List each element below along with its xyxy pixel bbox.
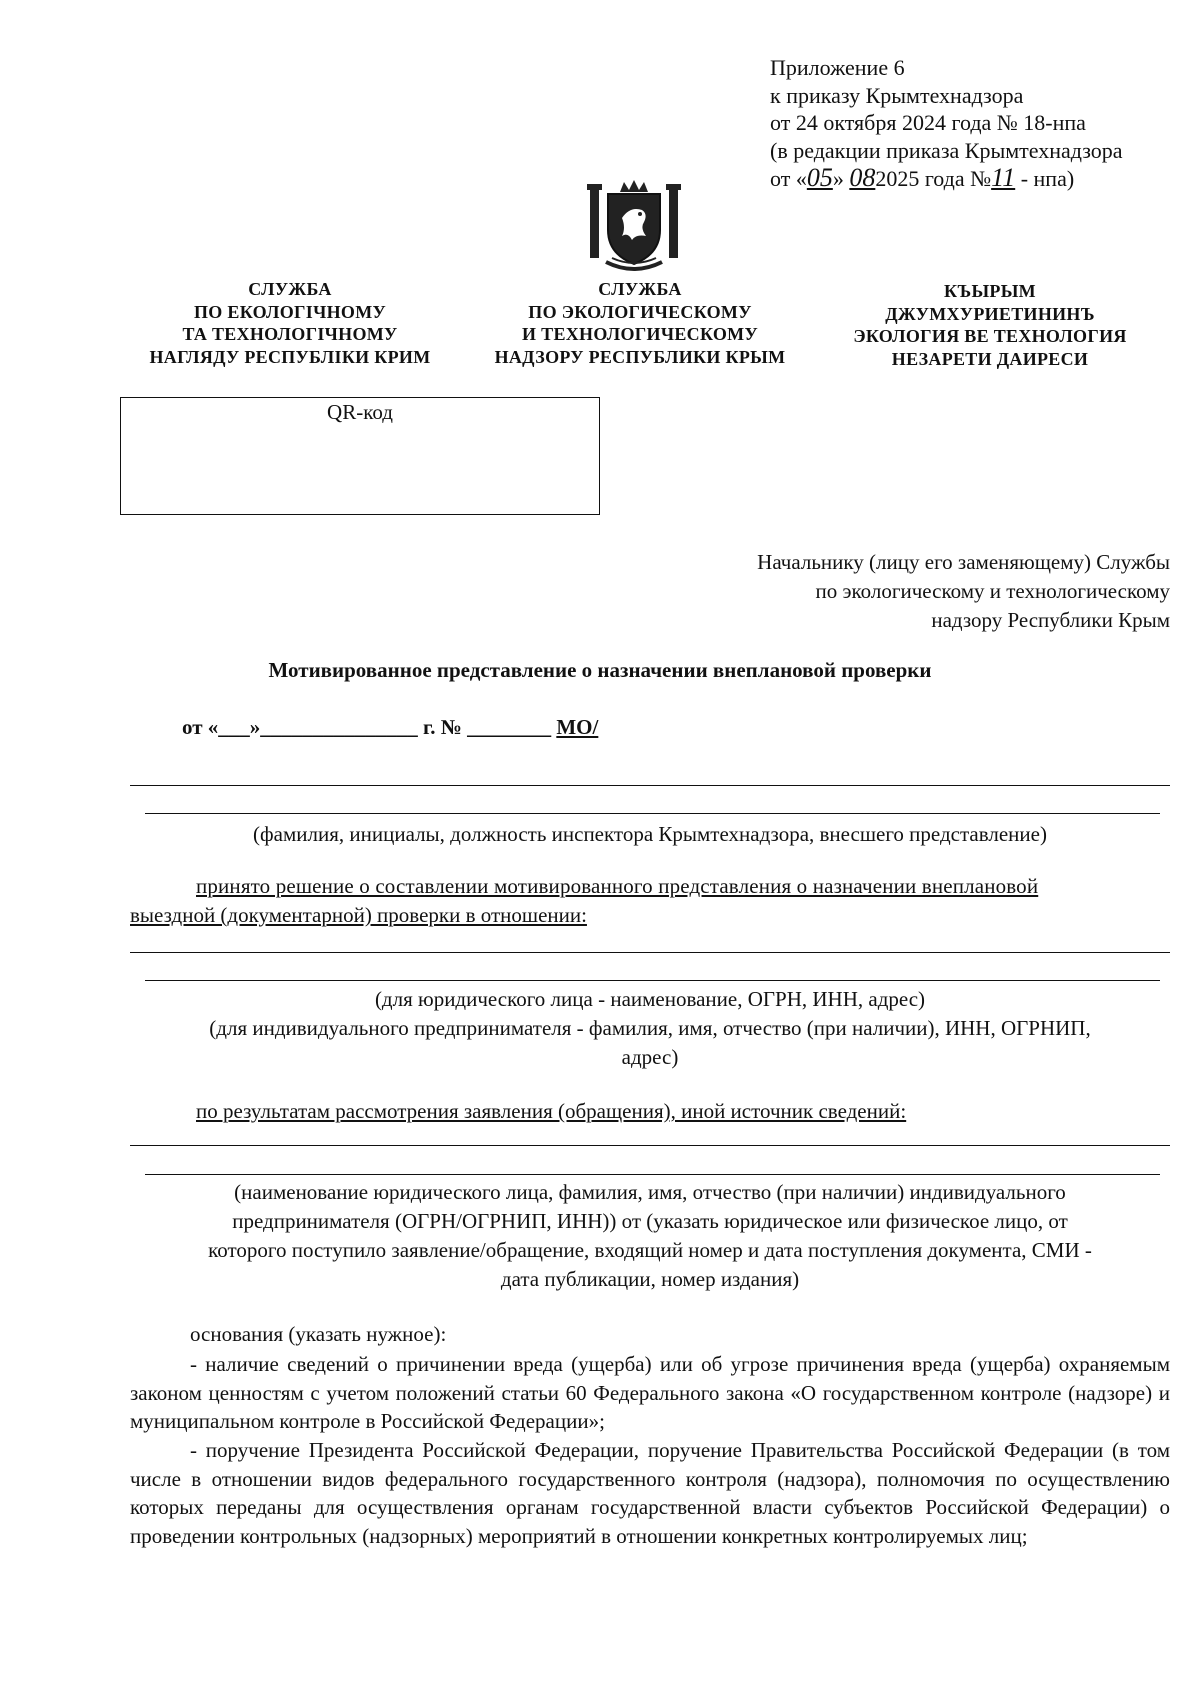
qr-code-label: QR-код xyxy=(327,400,393,424)
addressee: Начальнику (лицу его заменяющему) Службы по экологическому и технологическому надзору Республики Крым xyxy=(757,550,1170,632)
month-field[interactable]: _______________ xyxy=(260,715,418,739)
handwritten-day: 05 xyxy=(806,163,833,192)
source-caption: (наименование юридического лица, фамилия, имя, отчество (при наличии) индивидуального предпринимателя (ОГРН/ОГРНИП, ИНН)) от (указать юридическое или физическое лицо, от которого поступило заявление/обращение, входящий номер и дата поступления документа, СМИ - дата публикации, номер издания) xyxy=(208,1180,1092,1291)
basis-heading: основания (указать нужное): xyxy=(190,1322,447,1346)
inspector-field-line-2[interactable] xyxy=(145,813,1160,814)
day-field[interactable]: ___ xyxy=(218,715,250,739)
appendix-line-1: Приложение 6 xyxy=(770,55,905,80)
appendix-line-5: от «05» 082025 года №11 - нпа) xyxy=(770,163,1075,192)
subject-field-line-1[interactable] xyxy=(130,952,1170,953)
number-suffix: МО/ xyxy=(556,715,599,739)
appendix-block xyxy=(770,54,1123,193)
org-name-russian: СЛУЖБА ПО ЭКОЛОГИЧЕСКОМУ И ТЕХНОЛОГИЧЕСКОМУ НАДЗОРУ РЕСПУБЛИКИ КРЫМ xyxy=(494,279,786,367)
decision-line-2: выездной (документарной) проверки в отношении: xyxy=(130,903,587,927)
subject-field-line-2[interactable] xyxy=(145,980,1160,981)
source-field-line-1[interactable] xyxy=(130,1145,1170,1146)
document-title: Мотивированное представление о назначении внеплановой проверки xyxy=(268,658,932,682)
decision-line-1: принято решение о составлении мотивированного представления о назначении внеплановой xyxy=(196,874,1039,898)
inspector-caption: (фамилия, инициалы, должность инспектора Крымтехнадзора, внесшего представление) xyxy=(253,822,1047,846)
source-field-line-2[interactable] xyxy=(145,1174,1160,1175)
basis-item-1: - наличие сведений о причинении вреда (ущерба) или об угрозе причинения вреда (ущерба) охраняемым законом ценностям с учетом положений статьи 60 Федерального закона «О государственном контроле (надзоре) и муниципальном контроле в Российской Федерации»; xyxy=(130,1352,1170,1433)
appendix-line-4: (в редакции приказа Крымтехнадзора xyxy=(770,137,1123,163)
org-name-ukrainian: СЛУЖБА ПО ЕКОЛОГІЧНОМУ ТА ТЕХНОЛОГІЧНОМУ НАГЛЯДУ РЕСПУБЛІКИ КРИМ xyxy=(149,279,431,367)
appendix-line-2: к приказу Крымтехнадзора xyxy=(770,82,1024,108)
handwritten-number: 11 xyxy=(991,163,1016,192)
subject-caption: (для юридического лица - наименование, ОГРН, ИНН, адрес) (для индивидуального предпринимателя - фамилия, имя, отчество (при наличии), ИНН, ОГРНИП, адрес) xyxy=(209,987,1091,1069)
qr-code-box xyxy=(120,397,600,515)
source-heading: по результатам рассмотрения заявления (обращения), иной источник сведений: xyxy=(196,1099,907,1123)
basis-item-2: - поручение Президента Российской Федерации, поручение Правительства Российской Федерации (в том числе в отношении видов федерального государственного контроля (надзора), полномочия по осуществлению которых переданы для осуществления органам государственной власти субъектов Российской Федерации) о проведении контрольных (надзорных) мероприятий в отношении конкретных контролируемых лиц; xyxy=(130,1438,1170,1548)
inspector-field-line-1[interactable] xyxy=(130,785,1170,786)
appendix-line-3: от 24 октября 2024 года № 18-нпа xyxy=(770,110,1086,135)
number-field[interactable]: ________ xyxy=(467,715,552,739)
date-number-line: от «___»_______________ г. № ________ МО/ xyxy=(182,715,599,739)
coat-of-arms-icon xyxy=(586,178,682,276)
handwritten-month: 08 xyxy=(849,163,876,192)
org-name-crimean-tatar: КЪЫРЫМ ДЖУМХУРИЕТИНИНЪ ЭКОЛОГИЯ ВЕ ТЕХНОЛОГИЯ НЕЗАРЕТИ ДАИРЕСИ xyxy=(853,281,1127,369)
